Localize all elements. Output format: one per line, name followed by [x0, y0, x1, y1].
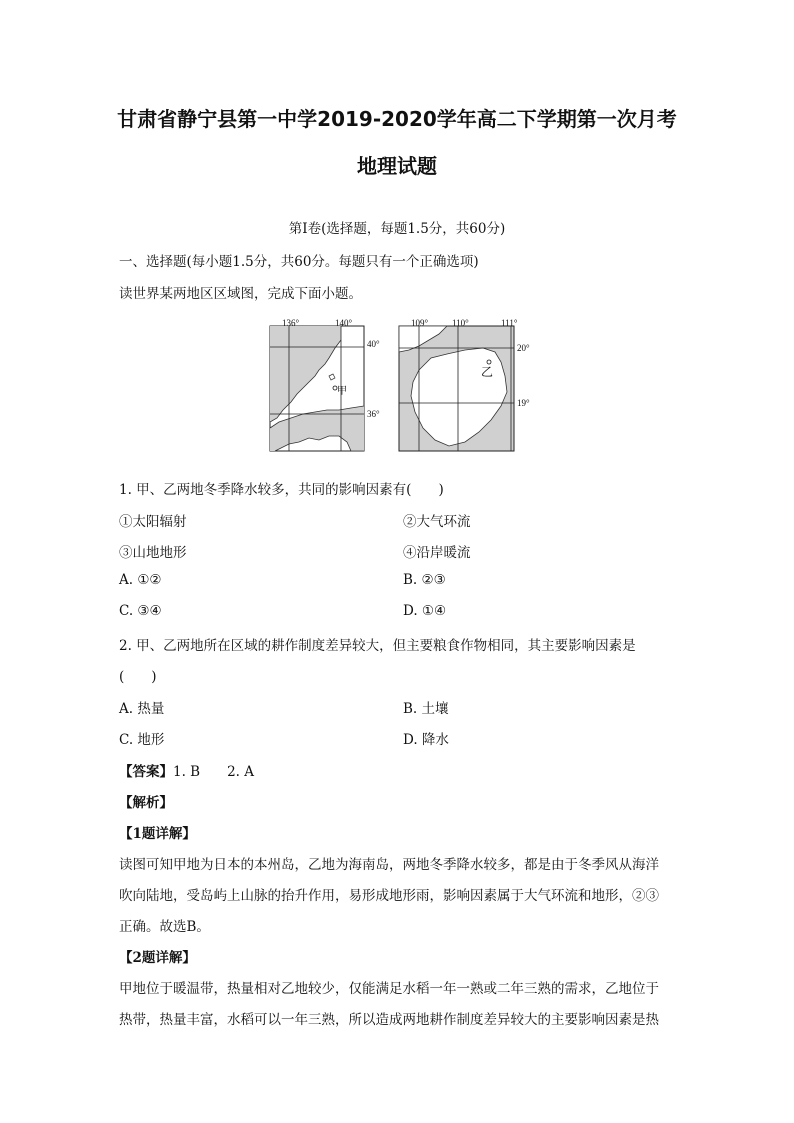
- q2-option-b: B. 土壤: [403, 701, 449, 717]
- q2-analysis-line-1: 甲地位于暖温带，热量相对乙地较少，仅能满足水稻一年一熟或二年三熟的需求，乙地位于: [119, 981, 659, 997]
- map-left-lon-2: 140°: [335, 318, 353, 328]
- q1-analysis-line-2: 吹向陆地，受岛屿上山脉的抬升作用，易形成地形雨，影响因素属于大气环流和地形，②③: [119, 888, 659, 904]
- map-right-lat-2: 19°: [517, 398, 530, 408]
- map-right-lon-3: 111°: [501, 318, 518, 328]
- q1-option-a: A. ①②: [119, 572, 162, 588]
- map-right-lon-1: 109°: [411, 318, 429, 328]
- q1-option-b: B. ②③: [403, 572, 446, 588]
- q2-option-c: C. 地形: [119, 732, 165, 748]
- answer-value: 1. B 2. A: [173, 764, 255, 780]
- question-2-stem: 2. 甲、乙两地所在区域的耕作制度差异较大，但主要粮食作物相同，其主要影响因素是: [119, 638, 636, 654]
- place-label-yi: 乙: [481, 365, 494, 379]
- document-subtitle: 地理试题: [357, 154, 437, 178]
- map-left-lon-1: 136°: [282, 318, 300, 328]
- q1-factor-1: ①太阳辐射: [119, 514, 187, 530]
- q1-factor-4: ④沿岸暖流: [403, 545, 471, 561]
- q2-analysis-label: 【2题详解】: [119, 950, 196, 966]
- volume-info: 第Ⅰ卷(选择题，每题1.5分，共60分): [288, 221, 506, 237]
- q2-analysis-line-2: 热带，热量丰富，水稻可以一年三熟，所以造成两地耕作制度差异较大的主要影响因素是热: [119, 1012, 659, 1028]
- q2-option-a: A. 热量: [119, 701, 165, 717]
- q1-analysis-line-1: 读图可知甲地为日本的本州岛，乙地为海南岛，两地冬季降水较多，都是由于冬季风从海洋: [119, 857, 659, 873]
- map-left-lat-2: 36°: [367, 409, 380, 419]
- q2-option-d: D. 降水: [403, 732, 449, 748]
- map-left-lat-1: 40°: [367, 339, 380, 349]
- region-maps-svg: [269, 318, 549, 454]
- answer-line: [119, 760, 254, 780]
- intro-text: 读世界某两地区区域图，完成下面小题。: [119, 286, 362, 302]
- q1-option-d: D. ①④: [403, 603, 447, 619]
- q1-analysis-label: 【1题详解】: [119, 826, 196, 842]
- map-hainan: [399, 318, 530, 451]
- map-right-lat-1: 20°: [517, 343, 530, 353]
- analysis-label: 【解析】: [119, 795, 173, 811]
- question-2-stem-cont: ( ): [119, 669, 157, 685]
- q1-factor-3: ③山地地形: [119, 545, 187, 561]
- place-label-jia: 甲: [337, 386, 347, 397]
- document-title: 甘肃省静宁县第一中学2019-2020学年高二下学期第一次月考: [117, 107, 677, 131]
- map-japan: [270, 318, 380, 451]
- q1-option-c: C. ③④: [119, 603, 162, 619]
- section-heading: 一、选择题(每小题1.5分，共60分。每题只有一个正确选项): [119, 254, 479, 270]
- q1-analysis-line-3: 正确。故选B。: [119, 919, 210, 935]
- q1-factor-2: ②大气环流: [403, 514, 471, 530]
- question-1-stem: 1. 甲、乙两地冬季降水较多，共同的影响因素有( ): [119, 482, 444, 498]
- region-maps-figure: [269, 318, 549, 458]
- answer-label: 【答案】: [119, 764, 173, 780]
- map-right-lon-2: 110°: [452, 318, 469, 328]
